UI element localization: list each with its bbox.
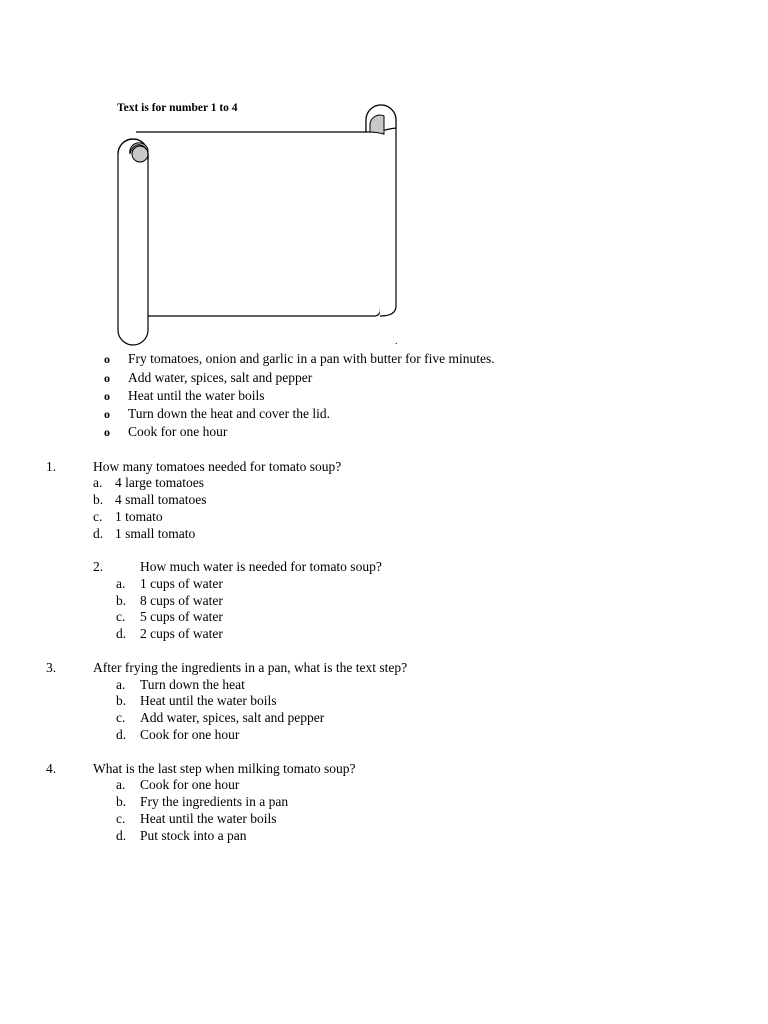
step-4: Turn down the heat and cover the lid. — [128, 406, 330, 421]
option-letter: a. — [116, 777, 126, 792]
step-bullet: o — [104, 371, 110, 385]
option-letter: b. — [93, 492, 104, 507]
option-letter: d. — [93, 526, 104, 541]
question-number: 1. — [46, 459, 57, 474]
question-number: 3. — [46, 660, 57, 675]
scroll-shape — [112, 102, 404, 348]
option-letter: a. — [116, 576, 126, 591]
option-letter: c. — [116, 710, 126, 725]
option-letter: c. — [93, 509, 103, 524]
option-letter: b. — [116, 693, 127, 708]
question-number: 4. — [46, 761, 57, 776]
option-text: Heat until the water boils — [140, 693, 277, 708]
step-bullet: o — [104, 407, 110, 421]
question-text: After frying the ingredients in a pan, what is the text step? — [93, 660, 408, 675]
option-text: 5 cups of water — [140, 609, 223, 624]
option-letter: d. — [116, 828, 127, 843]
option-letter: d. — [116, 626, 127, 641]
option-text: 1 tomato — [115, 509, 163, 524]
option-text: Turn down the heat — [140, 677, 245, 692]
step-bullet: o — [104, 389, 110, 403]
option-text: Fry the ingredients in a pan — [140, 794, 289, 809]
option-text: 1 cups of water — [140, 576, 223, 591]
step-bullet: o — [104, 425, 110, 439]
question-text: What is the last step when milking tomato soup? — [93, 761, 356, 776]
option-text: 8 cups of water — [140, 593, 223, 608]
option-text: Put stock into a pan — [140, 828, 247, 843]
option-text: 4 large tomatoes — [115, 475, 204, 490]
option-letter: d. — [116, 727, 127, 742]
step-3: Heat until the water boils — [128, 388, 265, 403]
step-bullet: o — [104, 352, 110, 366]
option-letter: a. — [116, 677, 126, 692]
question-number: 2. — [93, 559, 104, 574]
option-text: Add water, spices, salt and pepper — [140, 710, 325, 725]
question-text: How many tomatoes needed for tomato soup? — [93, 459, 342, 474]
question-text: How much water is needed for tomato soup? — [140, 559, 382, 574]
option-text: Cook for one hour — [140, 727, 240, 742]
section-header: Text is for number 1 to 4 — [117, 102, 238, 114]
step-5: Cook for one hour — [128, 424, 228, 439]
option-text: Cook for one hour — [140, 777, 240, 792]
option-text: 1 small tomato — [115, 526, 196, 541]
step-2: Add water, spices, salt and pepper — [128, 370, 313, 385]
scroll-mark: . — [395, 336, 398, 347]
option-text: 4 small tomatoes — [115, 492, 207, 507]
option-letter: c. — [116, 609, 126, 624]
option-letter: b. — [116, 794, 127, 809]
option-letter: c. — [116, 811, 126, 826]
option-text: Heat until the water boils — [140, 811, 277, 826]
option-letter: b. — [116, 593, 127, 608]
option-text: 2 cups of water — [140, 626, 223, 641]
option-letter: a. — [93, 475, 103, 490]
step-1: Fry tomatoes, onion and garlic in a pan with butter for five minutes. — [128, 351, 495, 366]
